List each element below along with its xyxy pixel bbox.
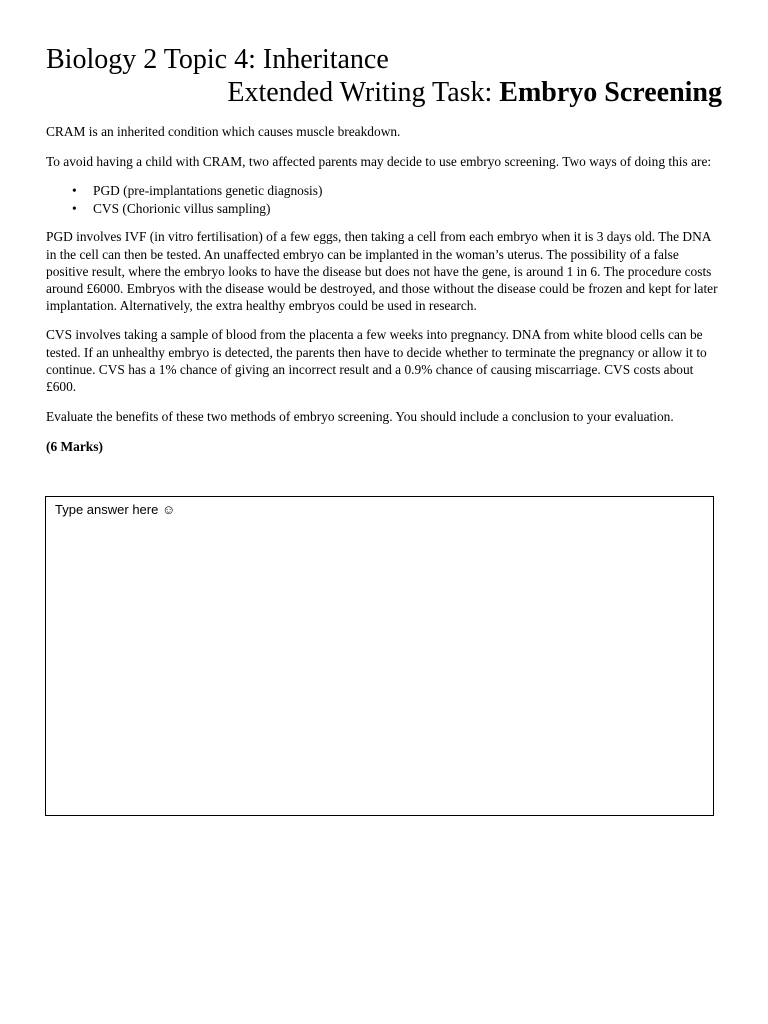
page-title: Biology 2 Topic 4: Inheritance [46, 44, 389, 75]
list-item [46, 182, 722, 200]
screening-intro-paragraph: To avoid having a child with CRAM, two affected parents may decide to use embryo screening. Two ways of doing this are: [46, 154, 712, 170]
list-item-label: PGD (pre-implantations genetic diagnosis) [93, 183, 323, 199]
task-subtitle [46, 76, 722, 110]
answer-input[interactable]: Type answer here ☺ [55, 502, 176, 517]
cvs-paragraph: CVS involves taking a sample of blood from the placenta a few weeks into pregnancy. DNA from white blood cells can be tested. If an unhealthy embryo is detected, the parents then have to decide whether to terminate the pregnancy or allow it to continue. CVS has a 1% chance of giving an incorrect result and a 0.9% chance of causing miscarriage. CVS costs about £600. [46, 327, 707, 395]
pgd-paragraph: PGD involves IVF (in vitro fertilisation) of a few eggs, then taking a cell from each embryo when it is 3 days old. The DNA in the cell can then be tested. An unaffected embryo can be implanted in the woman’s uterus. The possibility of a false positive result, where the embryo looks to have the disease but does not have the gene, is around 1 in 6. The procedure costs around £6000. Embryos with the disease would be destroyed, and those without the disease could be frozen and kept for later implantation. Alternatively, the extra healthy embryos could be used in research. [46, 229, 718, 314]
question-paragraph: Evaluate the benefits of these two methods of embryo screening. You should include a conclusion to your evaluation. [46, 409, 674, 425]
marks-label: (6 Marks) [46, 439, 103, 455]
list-item-label: CVS (Chorionic villus sampling) [93, 201, 271, 217]
worksheet-page [46, 44, 722, 469]
bullet-icon: • [72, 183, 77, 199]
screening-methods-list [46, 182, 722, 218]
task-subtitle-prefix: Extended Writing Task: [227, 77, 500, 108]
list-item [46, 200, 722, 218]
intro-paragraph: CRAM is an inherited condition which causes muscle breakdown. [46, 124, 401, 139]
bullet-icon: • [72, 201, 77, 217]
task-subtitle-topic: Embryo Screening [499, 77, 722, 108]
answer-box[interactable] [45, 496, 714, 816]
